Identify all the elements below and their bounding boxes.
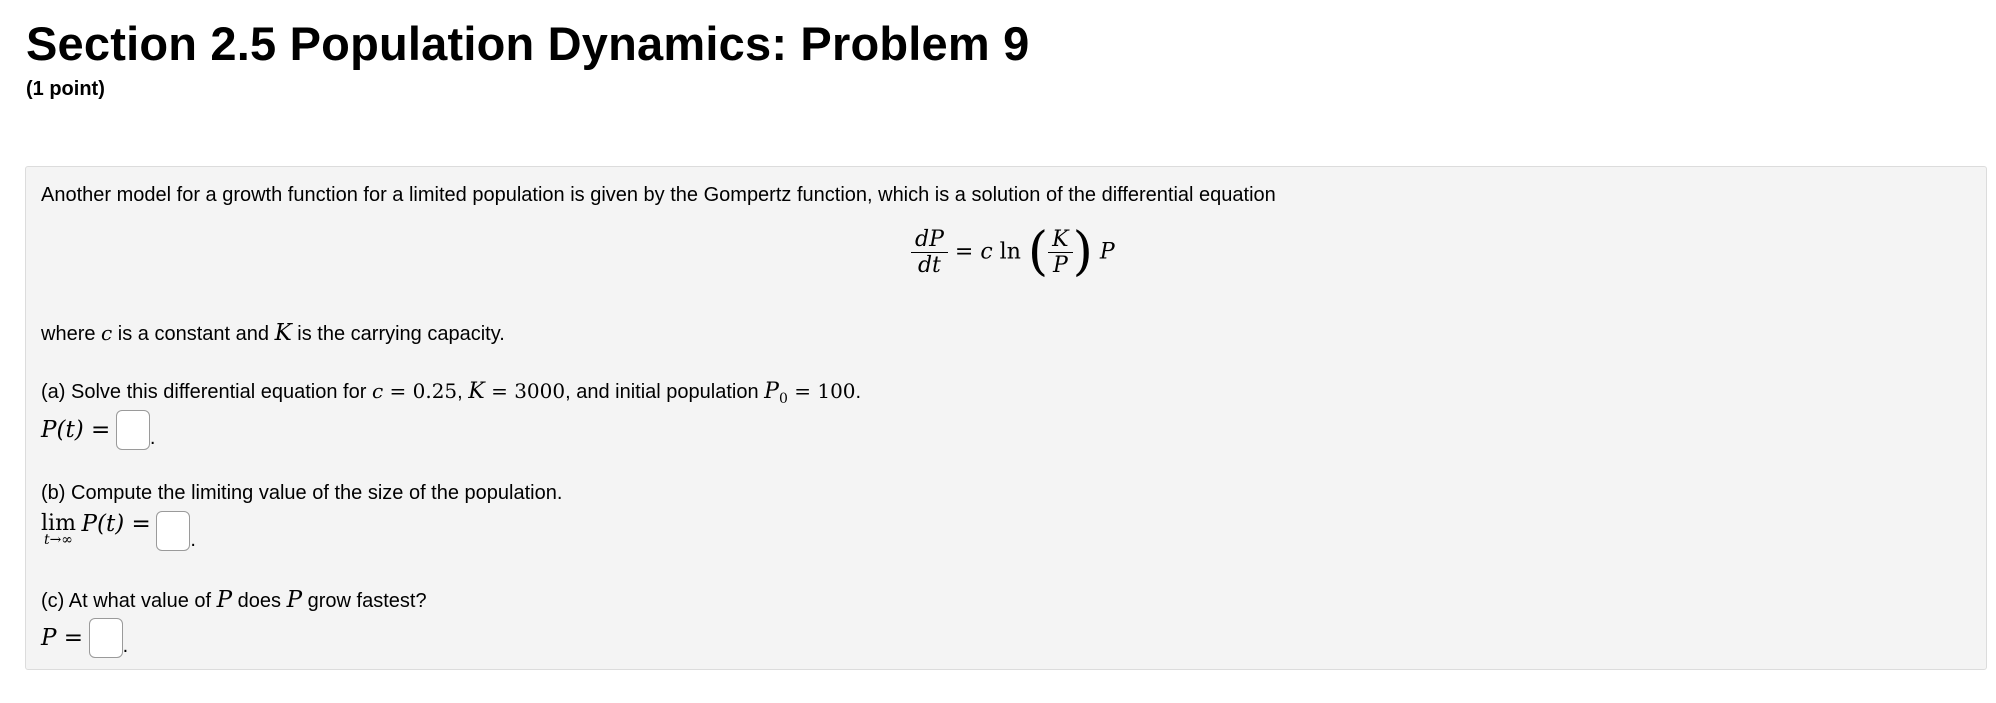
part-a-answer-period: . — [149, 427, 156, 449]
part-a-answer-label: P(t) = — [41, 417, 111, 443]
part-a-k: K — [468, 379, 485, 404]
part-a-comma: , — [457, 381, 469, 403]
problem-panel — [25, 166, 1987, 670]
part-a-answer-input[interactable] — [116, 410, 150, 450]
equation-trailing-p: P — [1099, 239, 1115, 265]
derivative-fraction — [911, 227, 948, 278]
part-c-text-3: grow fastest? — [302, 590, 427, 612]
part-a-k-value: = 3000 — [484, 379, 566, 403]
constant-c: c — [101, 321, 113, 345]
limit-text: lim — [41, 511, 76, 536]
part-c-text-1: (c) At what value of — [41, 590, 217, 612]
inner-denominator: P — [1048, 252, 1072, 278]
where-text-3: is the carrying capacity. — [291, 323, 505, 345]
part-b-answer-input[interactable] — [156, 511, 190, 551]
part-b-answer-period: . — [190, 529, 196, 551]
right-paren: ) — [1072, 222, 1093, 282]
part-a-period: . — [855, 381, 862, 403]
problem-intro: Another model for a growth function for a limited population is given by the Gompertz function, which is a solution of the differential equation — [41, 184, 1276, 206]
limit-subscript: t→∞ — [43, 532, 73, 548]
part-c-p2: P — [286, 587, 303, 613]
constant-k: K — [274, 320, 292, 346]
part-c-answer-label: P = — [41, 625, 84, 651]
point-value: (1 point) — [26, 78, 105, 100]
part-a-answer-row — [41, 410, 155, 450]
inner-numerator: K — [1052, 226, 1069, 252]
gompertz-equation — [911, 222, 1115, 282]
inner-fraction — [1048, 227, 1072, 278]
where-statement — [41, 320, 505, 346]
part-a-text-2: , and initial population — [565, 381, 765, 403]
derivative-numerator: dP — [915, 226, 944, 252]
part-a-c-value: = 0.25 — [383, 379, 458, 403]
where-text-2: is a constant and — [112, 323, 275, 345]
equation-ln: ln — [999, 239, 1021, 265]
part-b-answer-row — [41, 511, 196, 551]
part-c-question — [41, 587, 427, 613]
part-c-text-2: does — [232, 590, 287, 612]
limit-operator — [41, 511, 76, 548]
part-a-p0: P — [764, 379, 779, 404]
part-a-p0-value: = 100 — [787, 379, 856, 403]
part-a-p0-subscript: 0 — [778, 391, 788, 407]
part-b-question: (b) Compute the limiting value of the size of the population. — [41, 482, 563, 504]
page-title: Section 2.5 Population Dynamics: Problem 9 — [26, 17, 1030, 70]
part-c-answer-period: . — [122, 635, 129, 657]
part-b-expression: P(t) = — [81, 511, 151, 537]
part-a-text-1: (a) Solve this differential equation for — [41, 381, 372, 403]
where-text-1: where — [41, 323, 102, 345]
equation-constant: c — [980, 239, 993, 265]
part-c-answer-row — [41, 618, 128, 658]
left-paren: ( — [1027, 222, 1049, 282]
part-a-question — [41, 379, 861, 407]
part-c-p1: P — [216, 587, 233, 613]
part-a-c: c — [371, 379, 384, 403]
derivative-denominator: dt — [911, 252, 948, 278]
equation-equals: = — [954, 239, 974, 265]
part-c-answer-input[interactable] — [89, 618, 123, 658]
